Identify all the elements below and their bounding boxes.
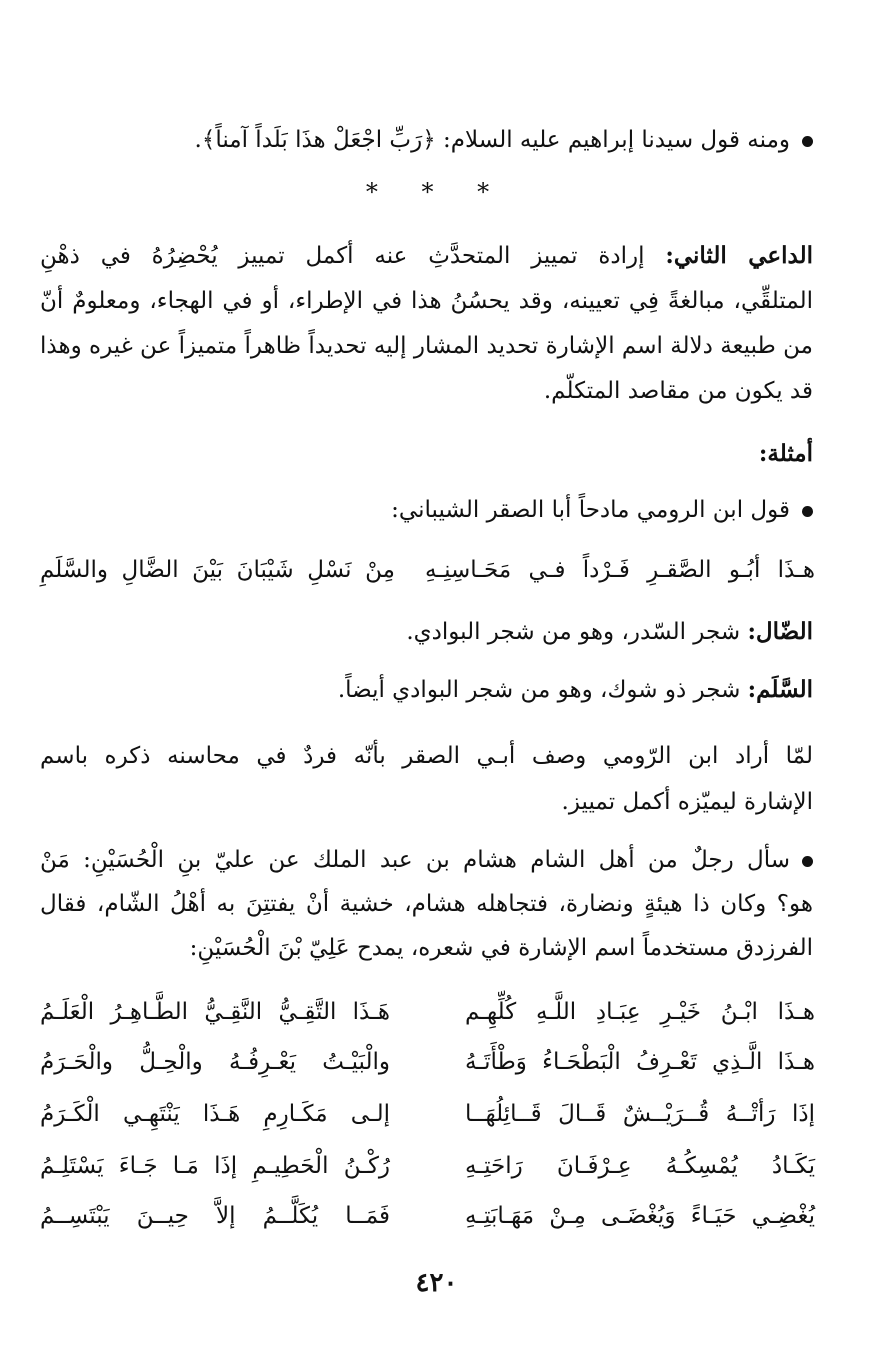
section2-heading: الداعي الثاني: — [665, 242, 814, 269]
poem-verse-4 — [40, 1146, 815, 1186]
poem-verse-2-first: هـذَا الَّـذِي تَعْـرِفُ الْبَطْحَـاءُ وَطْأَتَـهُ — [465, 1049, 815, 1075]
example2-line-1 — [40, 842, 813, 878]
poem-verse-3-second: إلـى مَكَـارِمِ هَـذَا يَنْتَهِـي الْكَـرَمُ — [40, 1101, 390, 1127]
example1-explain-line-1: لمّا أراد ابن الرّومي وصف أبـي الصقر بأنّه فردٌ في محاسنه ذكره باسم — [40, 743, 813, 769]
poem-verse-5 — [40, 1196, 815, 1236]
verse-second-hemistich: مِنْ نَسْلِ شَيْبَانَ بَيْنَ الضَّالِ والسَّلَمِ — [40, 557, 395, 583]
poem-verse-3 — [40, 1094, 815, 1134]
section2-line1-text: إرادة تمييز المتحدَّثِ عنه أكمل تمييز يُحْضِرُهُ في ذهْنِ — [40, 243, 645, 269]
bullet-icon — [802, 136, 813, 147]
section2-line-1 — [40, 238, 813, 274]
bullet-icon — [802, 856, 813, 867]
poem-verse-2 — [40, 1042, 815, 1082]
poem-verse-1-first: هـذَا ابْـنُ خَيْـرِ عِبَـادِ اللَّـهِ كُلِّهِـم — [465, 999, 815, 1025]
example2-line1-text: سأل رجلٌ من أهل الشام هشام بن عبد الملك عن عليّ بنِ الْحُسَيْنِ: مَنْ — [40, 847, 790, 873]
gloss-salam — [40, 672, 813, 708]
gloss-salam-term: السَّلَم: — [747, 676, 813, 703]
gloss-dal-term: الضّال: — [747, 618, 813, 645]
intro-text: ومنه قول سيدنا إبراهيم عليه السلام: ﴿رَبِّ اجْعَلْ هذَا بَلَداً آمناً﴾. — [194, 127, 790, 153]
section-separator: * * * — [365, 178, 508, 206]
poem-verse-3-first: إذَا رَأتْــهُ قُــرَيْــشٌ قَــالَ قَــائِلُهَــا — [465, 1101, 815, 1127]
section2-line-2: المتلقِّي، مبالغةً فِي تعيينه، وقد يحسُنُ هذا في الإطراء، أو في الهجاء، ومعلومٌ أنّ — [40, 288, 813, 314]
poem-verse-4-first: يَكَـادُ يُمْسِكُـهُ عِـرْفَـانَ رَاحَتِـهِ — [465, 1153, 815, 1179]
poem-verse-1-second: هَـذَا التَّقِـيُّ النَّقِـيُّ الطَّـاهِـرُ الْعَلَـمُ — [40, 999, 390, 1025]
poem-verse-5-second: فَمَــا يُكَلَّــمُ إلاَّ حِيــنَ يَبْتَسِــمُ — [40, 1203, 390, 1229]
section2-line-3: من طبيعة دلالة اسم الإشارة تحديد المشار إليه تحديداً ظاهراً متميزاً عن غيره وهذا — [40, 333, 813, 359]
example2-line-3: الفرزدق مستخدماً اسم الإشارة في شعره، يمدح عَلِيّ بْنَ الْحُسَيْنِ: — [189, 935, 813, 961]
page-number: ٤٢٠ — [415, 1268, 458, 1298]
intro-bullet-line — [40, 122, 813, 158]
poem-verse-2-second: والْبَيْـتُ يَعْـرِفُـهُ والْحِـلُّ والْحَـرَمُ — [40, 1049, 390, 1075]
gloss-dal — [40, 614, 813, 650]
gloss-salam-text: شجر ذو شوك، وهو من شجر البوادي أيضاً. — [337, 677, 741, 703]
example1-intro — [40, 492, 813, 528]
example1-verse — [40, 550, 815, 590]
gloss-dal-text: شجر السّدر، وهو من شجر البوادي. — [406, 619, 741, 645]
poem-verse-5-first: يُغْضِـي حَيَـاءً وَيُغْضَـى مِـنْ مَهَـابَتِـهِ — [465, 1203, 815, 1229]
examples-heading: أمثلة: — [758, 440, 813, 467]
example2-line-2: هو؟ وكان ذا هيئةٍ ونضارة، فتجاهله هشام، خشية أنْ يفتتِنَ به أهْلُ الشّام، فقال — [40, 891, 813, 917]
bullet-icon — [802, 506, 813, 517]
poem-verse-4-second: رُكْـنُ الْحَطِيـمِ إذَا مَـا جَـاءَ يَسْتَلِـمُ — [40, 1153, 390, 1179]
verse-first-hemistich: هـذَا أبُـو الصَّقـرِ فَـرْداً فـي مَحَـاسِنِـهِ — [425, 557, 815, 583]
poem-verse-1 — [40, 992, 815, 1032]
example1-intro-text: قول ابن الرومي مادحاً أبا الصقر الشيباني: — [391, 497, 790, 523]
example1-explain-line-2: الإشارة ليميّزه أكمل تمييز. — [561, 789, 813, 815]
section2-line-4: قد يكون من مقاصد المتكلّم. — [543, 378, 813, 404]
